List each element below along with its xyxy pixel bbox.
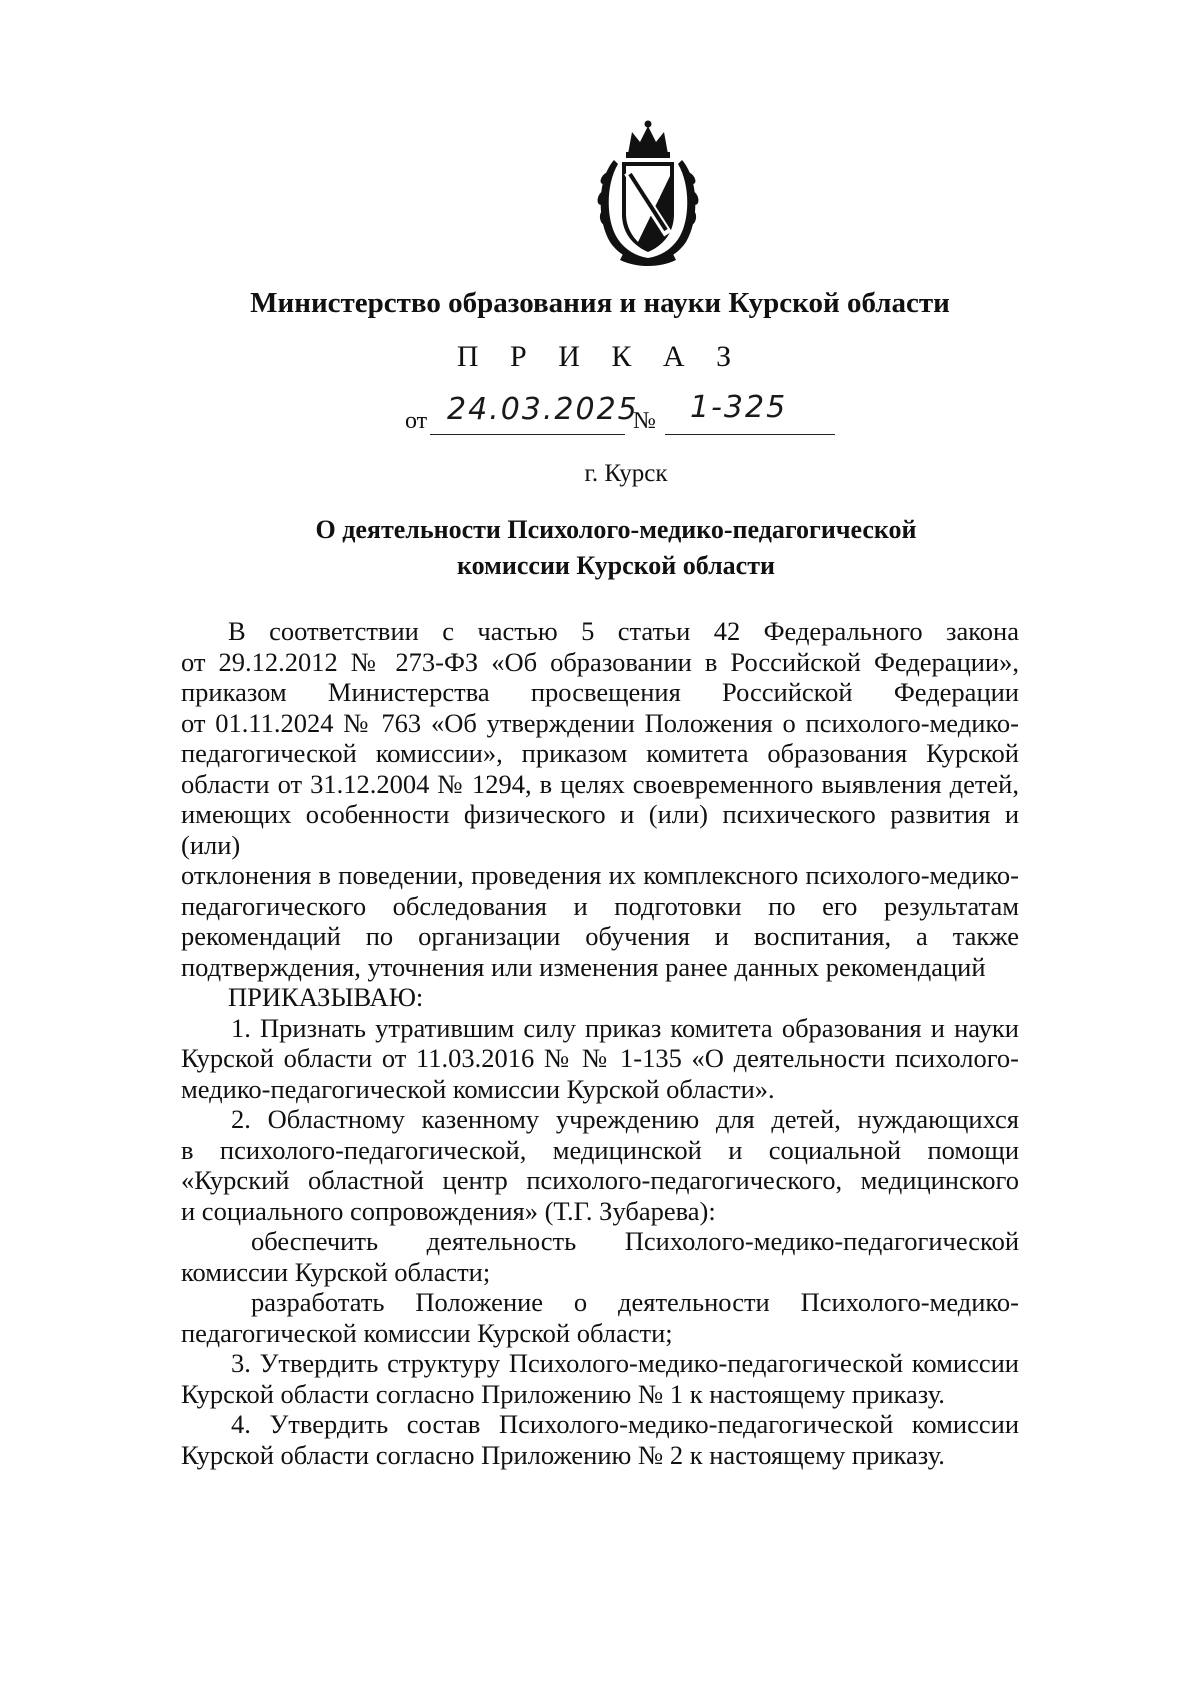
ministry-name: Министерство образования и науки Курской области <box>250 287 950 319</box>
item-1-line: 1. Признать утратившим силу приказ комитета образования и науки <box>231 1012 1019 1043</box>
item-3-line: 3. Утвердить структуру Психолого-медико-педагогической комиссии <box>231 1348 1019 1378</box>
item-2a-line: обеспечить деятельность Психолого-медико-педагогической <box>251 1226 1019 1256</box>
item-1-line: медико-педагогической комиссии Курской области». <box>181 1073 775 1104</box>
item-4-line: Курской области согласно Приложению № 2 к настоящему приказу. <box>181 1439 945 1470</box>
preamble-line: педагогической комиссии», приказом комитета образования Курской <box>181 738 1019 768</box>
preamble-line: подтверждения, уточнения или изменения ранее данных рекомендаций <box>181 951 986 982</box>
date-underline <box>430 434 625 435</box>
item-1-line: Курской области от 11.03.2016 № № 1-135 «О деятельности психолого- <box>181 1043 1019 1073</box>
item-2-line: в психолого-педагогической, медицинской и социальной помощи <box>181 1134 1019 1165</box>
subject-line-1: О деятельности Психолого-медико-педагогической <box>315 515 917 544</box>
preamble-line: педагогического обследования и подготовки по его результатам <box>181 890 1019 921</box>
preamble-line: от 29.12.2012 № 273-ФЗ «Об образовании в Российской Федерации», <box>181 646 1019 677</box>
city: г. Курск <box>584 460 668 487</box>
document-subject <box>0 512 1200 584</box>
item-3-line: Курской области согласно Приложению № 1 к настоящему приказу. <box>181 1378 945 1409</box>
preamble-line: В соответствии с частью 5 статьи 42 Федерального закона <box>228 616 1019 646</box>
item-2a-line: комиссии Курской области; <box>181 1256 491 1287</box>
preamble-line: области от 31.12.2004 № 1294, в целях своевременного выявления детей, <box>181 768 1019 799</box>
preamble-paragraph <box>181 616 1019 982</box>
item-2b-line: педагогической комиссии Курской области; <box>181 1317 673 1348</box>
document-type-title: П Р И К А З <box>456 340 744 373</box>
preamble-line: отклонения в поведении, проведения их комплексного психолого-медико- <box>181 860 1019 890</box>
item-2b-line: разработать Положение о деятельности Психолого-медико- <box>251 1287 1019 1317</box>
item-4-line: 4. Утвердить состав Психолого-медико-педагогической комиссии <box>231 1409 1019 1439</box>
date-prefix: от <box>405 408 428 434</box>
handwritten-number: 1-325 <box>690 390 788 425</box>
kursk-coat-of-arms-icon <box>588 118 708 268</box>
number-label: № <box>633 408 656 434</box>
order-word: ПРИКАЗЫВАЮ: <box>228 982 424 1012</box>
item-2-line: и социального сопровождения» (Т.Г. Зубарева): <box>181 1195 716 1226</box>
preamble-line: рекомендаций по организации обучения и воспитания, а также <box>181 921 1019 951</box>
item-2-line: «Курский областной центр психолого-педагогического, медицинского <box>181 1165 1019 1195</box>
preamble-line: имеющих особенности физического и (или) психического развития и (или) <box>181 799 1019 860</box>
preamble-line: от 01.11.2024 № 763 «Об утверждении Положения о психолого-медико- <box>181 707 1019 738</box>
number-underline <box>665 434 835 435</box>
handwritten-date: 24.03.2025 <box>447 392 639 427</box>
item-2-line: 2. Областному казенному учреждению для детей, нуждающихся <box>231 1104 1019 1134</box>
date-number-line <box>400 390 860 434</box>
preamble-line: приказом Министерства просвещения Российской Федерации <box>181 677 1019 707</box>
order-body <box>181 982 1019 1470</box>
subject-line-2: комиссии Курской области <box>457 551 775 580</box>
